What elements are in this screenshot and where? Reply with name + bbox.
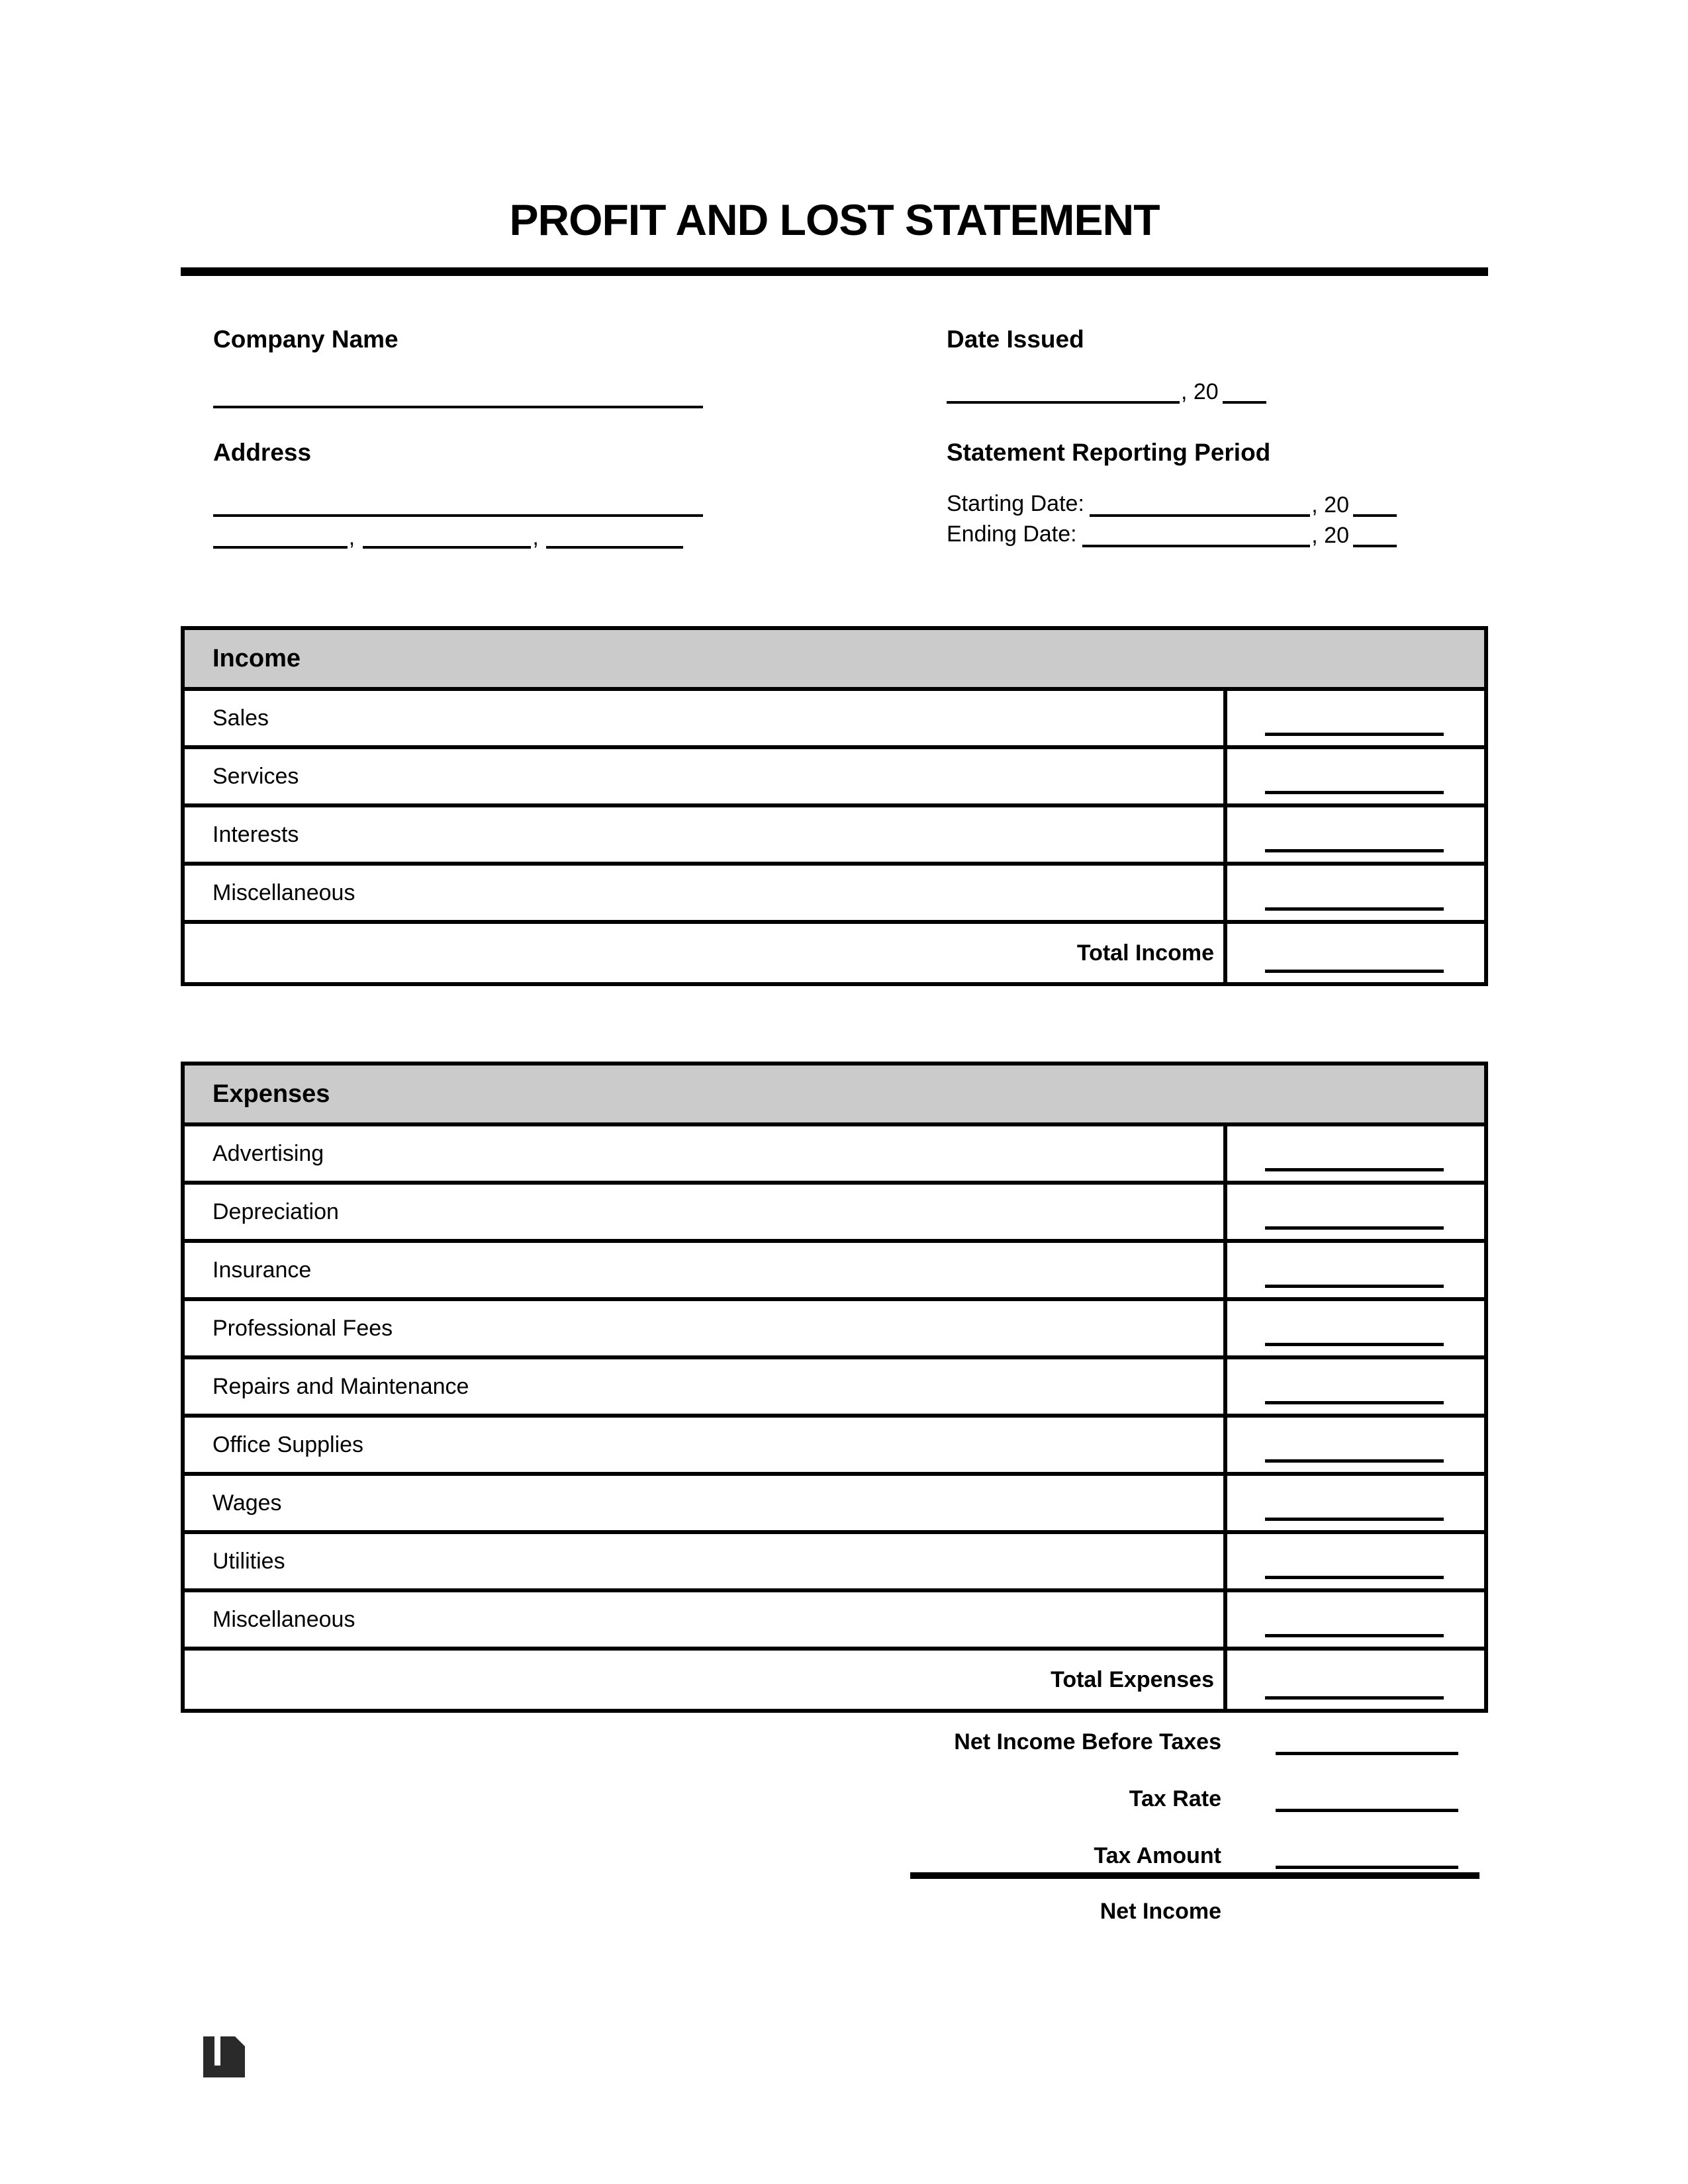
amount-input-line[interactable] bbox=[1265, 1343, 1444, 1346]
address-input-line[interactable] bbox=[213, 514, 703, 517]
summary-input-line[interactable] bbox=[1276, 1752, 1458, 1755]
starting-date-input-line[interactable] bbox=[1090, 514, 1310, 517]
title-divider-rule bbox=[181, 267, 1488, 276]
logo-glyph bbox=[203, 2036, 245, 2077]
expenses-table bbox=[181, 1062, 1488, 1713]
state-input-line[interactable] bbox=[363, 546, 532, 549]
summary-row bbox=[902, 1726, 1477, 1755]
address-label: Address bbox=[213, 439, 312, 466]
date-issued-row bbox=[947, 375, 1278, 404]
city-input-line[interactable] bbox=[213, 546, 348, 549]
income-row-label: Services bbox=[185, 749, 1227, 803]
expense-row-label: Miscellaneous bbox=[185, 1592, 1227, 1647]
date-issued-year-input-line[interactable] bbox=[1223, 401, 1266, 404]
expense-amount-cell bbox=[1227, 1359, 1484, 1414]
summary-row-label: Tax Rate bbox=[1129, 1786, 1221, 1811]
income-header-label: Income bbox=[212, 644, 301, 672]
income-table-row bbox=[185, 866, 1484, 924]
company-name-label: Company Name bbox=[213, 326, 399, 353]
expense-row-label: Repairs and Maintenance bbox=[185, 1359, 1227, 1414]
comma-separator: , bbox=[348, 525, 355, 550]
expense-amount-cell bbox=[1227, 1126, 1484, 1181]
income-amount-cell bbox=[1227, 866, 1484, 920]
expense-amount-cell bbox=[1227, 1301, 1484, 1355]
amount-input-line[interactable] bbox=[1265, 1168, 1444, 1171]
amount-input-line[interactable] bbox=[1265, 1634, 1444, 1637]
income-row-label: Miscellaneous bbox=[185, 866, 1227, 920]
expenses-table-row bbox=[185, 1126, 1484, 1185]
page-title: PROFIT AND LOST STATEMENT bbox=[509, 195, 1160, 244]
year-prefix-text: , 20 bbox=[1311, 492, 1349, 518]
income-amount-cell bbox=[1227, 749, 1484, 803]
expenses-table-row bbox=[185, 1476, 1484, 1534]
summary-row bbox=[902, 1783, 1477, 1812]
income-amount-cell bbox=[1227, 691, 1484, 745]
amount-input-line[interactable] bbox=[1265, 1401, 1444, 1404]
total-expenses-label: Total Expenses bbox=[185, 1651, 1227, 1709]
ending-date-input-line[interactable] bbox=[1082, 545, 1311, 547]
starting-date-label: Starting Date: bbox=[947, 491, 1084, 516]
expense-row-label: Insurance bbox=[185, 1243, 1227, 1297]
comma-separator: , bbox=[532, 525, 539, 550]
expense-amount-cell bbox=[1227, 1476, 1484, 1530]
ending-date-row bbox=[947, 518, 1397, 547]
total-income-amount-cell bbox=[1227, 924, 1484, 982]
amount-input-line[interactable] bbox=[1265, 1696, 1444, 1700]
expenses-table-row bbox=[185, 1301, 1484, 1359]
starting-date-year-input-line[interactable] bbox=[1353, 514, 1397, 517]
income-table-row bbox=[185, 749, 1484, 807]
expenses-table-header bbox=[185, 1066, 1484, 1126]
expense-row-label: Professional Fees bbox=[185, 1301, 1227, 1355]
net-income-divider-rule bbox=[910, 1872, 1479, 1879]
net-income-label: Net Income bbox=[1100, 1899, 1221, 1924]
summary-input-line[interactable] bbox=[1276, 1866, 1458, 1869]
summary-row-label: Tax Amount bbox=[1094, 1843, 1221, 1868]
legal-templates-logo bbox=[203, 2036, 245, 2077]
expenses-table-row bbox=[185, 1592, 1484, 1651]
company-name-input-line[interactable] bbox=[213, 406, 703, 408]
expenses-table-row bbox=[185, 1185, 1484, 1243]
expense-amount-cell bbox=[1227, 1592, 1484, 1647]
income-row-label: Sales bbox=[185, 691, 1227, 745]
amount-input-line[interactable] bbox=[1265, 849, 1444, 852]
expenses-table-row bbox=[185, 1359, 1484, 1418]
summary-section bbox=[902, 1726, 1477, 1897]
expense-amount-cell bbox=[1227, 1534, 1484, 1588]
income-table-header bbox=[185, 630, 1484, 691]
expense-amount-cell bbox=[1227, 1243, 1484, 1297]
income-table-row bbox=[185, 807, 1484, 866]
income-row-label: Interests bbox=[185, 807, 1227, 862]
expense-row-label: Depreciation bbox=[185, 1185, 1227, 1239]
amount-input-line[interactable] bbox=[1265, 791, 1444, 794]
expense-row-label: Office Supplies bbox=[185, 1418, 1227, 1472]
income-table bbox=[181, 626, 1488, 986]
total-expenses-amount-cell bbox=[1227, 1651, 1484, 1709]
expense-amount-cell bbox=[1227, 1185, 1484, 1239]
total-income-label: Total Income bbox=[185, 924, 1227, 982]
amount-input-line[interactable] bbox=[1265, 1518, 1444, 1521]
starting-date-row bbox=[947, 488, 1397, 517]
income-total-row bbox=[185, 924, 1484, 982]
amount-input-line[interactable] bbox=[1265, 907, 1444, 911]
expenses-header-label: Expenses bbox=[212, 1079, 330, 1108]
amount-input-line[interactable] bbox=[1265, 1576, 1444, 1579]
reporting-period-label: Statement Reporting Period bbox=[947, 439, 1271, 466]
year-prefix-text: , 20 bbox=[1181, 379, 1219, 404]
year-prefix-text: , 20 bbox=[1311, 523, 1349, 548]
income-amount-cell bbox=[1227, 807, 1484, 862]
expenses-table-row bbox=[185, 1418, 1484, 1476]
summary-row-label: Net Income Before Taxes bbox=[954, 1729, 1221, 1754]
expense-row-label: Advertising bbox=[185, 1126, 1227, 1181]
amount-input-line[interactable] bbox=[1265, 970, 1444, 973]
expense-amount-cell bbox=[1227, 1418, 1484, 1472]
amount-input-line[interactable] bbox=[1265, 733, 1444, 736]
expense-row-label: Utilities bbox=[185, 1534, 1227, 1588]
city-state-zip-row bbox=[213, 522, 683, 549]
expenses-table-row bbox=[185, 1534, 1484, 1592]
date-issued-label: Date Issued bbox=[947, 326, 1084, 353]
zip-input-line[interactable] bbox=[546, 546, 683, 549]
amount-input-line[interactable] bbox=[1265, 1285, 1444, 1288]
summary-row bbox=[902, 1840, 1477, 1869]
ending-date-year-input-line[interactable] bbox=[1353, 545, 1397, 547]
expenses-table-row bbox=[185, 1243, 1484, 1301]
expense-row-label: Wages bbox=[185, 1476, 1227, 1530]
amount-input-line[interactable] bbox=[1265, 1459, 1444, 1463]
summary-input-line[interactable] bbox=[1276, 1809, 1458, 1812]
date-issued-input-line[interactable] bbox=[947, 401, 1180, 404]
expenses-total-row bbox=[185, 1651, 1484, 1709]
income-table-row bbox=[185, 691, 1484, 749]
ending-date-label: Ending Date: bbox=[947, 522, 1077, 547]
amount-input-line[interactable] bbox=[1265, 1226, 1444, 1230]
